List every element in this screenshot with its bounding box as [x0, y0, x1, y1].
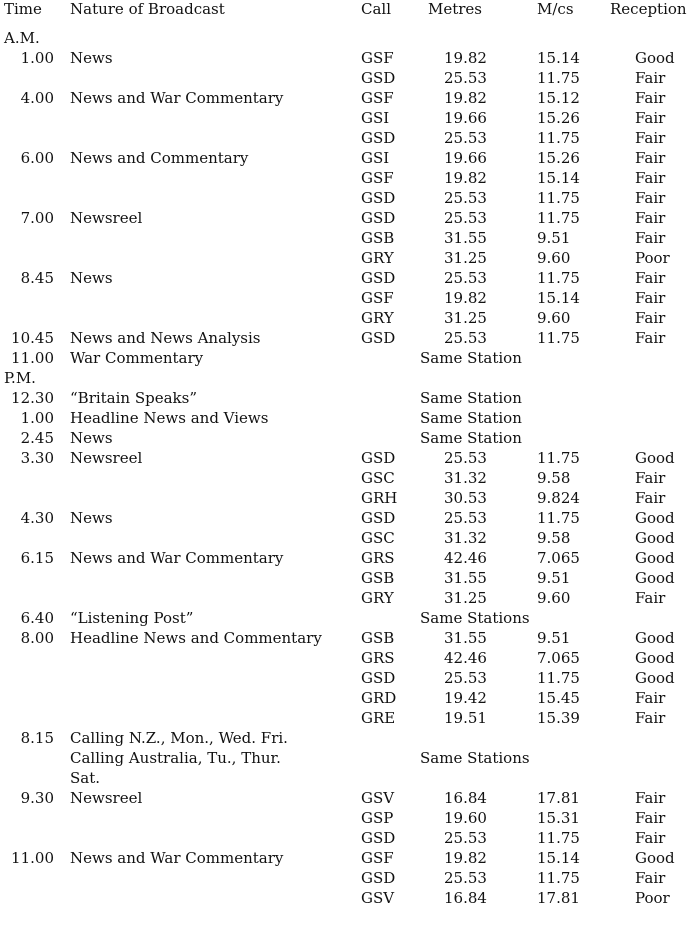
table-row: [0, 328, 700, 348]
metres-cell: 19.82: [444, 289, 487, 307]
mcs-cell: 9.51: [537, 229, 571, 247]
metres-cell: 19.82: [444, 849, 487, 867]
same-station-cell: Same Station: [420, 429, 522, 447]
table-row: [0, 568, 700, 588]
table-row: [0, 748, 700, 768]
call-sign-cell: GSD: [361, 189, 396, 207]
table-row: [0, 668, 700, 688]
mcs-cell: 9.60: [537, 589, 571, 607]
metres-cell: 25.53: [444, 129, 487, 147]
call-sign-cell: GSC: [361, 469, 395, 487]
nature-cell: News and News Analysis: [70, 329, 261, 347]
time-cell: 1.00: [20, 49, 54, 67]
reception-cell: Fair: [635, 309, 666, 327]
call-sign-cell: GSI: [361, 149, 390, 167]
reception-cell: Fair: [635, 109, 666, 127]
table-row: [0, 868, 700, 888]
reception-cell: Good: [635, 649, 675, 667]
call-sign-cell: GSD: [361, 509, 396, 527]
time-cell: 6.15: [20, 549, 54, 567]
table-row: [0, 268, 700, 288]
reception-cell: Good: [635, 569, 675, 587]
time-cell: 10.45: [11, 329, 54, 347]
call-sign-cell: GSF: [361, 49, 394, 67]
metres-cell: 25.53: [444, 269, 487, 287]
mcs-cell: 11.75: [537, 269, 580, 287]
reception-cell: Fair: [635, 589, 666, 607]
reception-cell: Fair: [635, 329, 666, 347]
metres-cell: 25.53: [444, 69, 487, 87]
reception-cell: Good: [635, 509, 675, 527]
call-sign-cell: GRH: [361, 489, 398, 507]
same-station-cell: Same Station: [420, 349, 522, 367]
call-sign-cell: GSD: [361, 669, 396, 687]
time-cell: 11.00: [11, 349, 54, 367]
time-cell: 9.30: [20, 789, 54, 807]
mcs-cell: 15.14: [537, 849, 580, 867]
reception-cell: Good: [635, 629, 675, 647]
table-row: [0, 428, 700, 448]
time-cell: 11.00: [11, 849, 54, 867]
table-row: [0, 28, 700, 48]
nature-cell: “Listening Post”: [70, 609, 194, 627]
mcs-cell: 9.51: [537, 629, 571, 647]
reception-cell: Poor: [635, 889, 670, 907]
mcs-cell: 9.60: [537, 249, 571, 267]
mcs-cell: 11.75: [537, 189, 580, 207]
nature-cell: Newsreel: [70, 789, 143, 807]
table-row: [0, 528, 700, 548]
reception-cell: Poor: [635, 249, 670, 267]
nature-cell: War Commentary: [70, 349, 204, 367]
call-sign-cell: GRY: [361, 249, 394, 267]
mcs-cell: 9.58: [537, 469, 571, 487]
metres-cell: 31.32: [444, 529, 487, 547]
table-row: [0, 228, 700, 248]
call-sign-cell: GRY: [361, 309, 394, 327]
mcs-cell: 17.81: [537, 889, 580, 907]
call-sign-cell: GSD: [361, 269, 396, 287]
table-row: [0, 388, 700, 408]
table-row: [0, 48, 700, 68]
mcs-cell: 15.26: [537, 109, 580, 127]
call-sign-cell: GSB: [361, 229, 395, 247]
reception-cell: Fair: [635, 829, 666, 847]
call-sign-cell: GRD: [361, 689, 397, 707]
table-row: [0, 148, 700, 168]
reception-cell: Fair: [635, 289, 666, 307]
nature-cell: Headline News and Commentary: [70, 629, 322, 647]
mcs-cell: 7.065: [537, 649, 580, 667]
call-sign-cell: GSV: [361, 889, 395, 907]
reception-cell: Fair: [635, 869, 666, 887]
call-sign-cell: GSV: [361, 789, 395, 807]
reception-cell: Good: [635, 549, 675, 567]
table-row: [0, 348, 700, 368]
call-sign-cell: GSD: [361, 69, 396, 87]
mcs-cell: 11.75: [537, 69, 580, 87]
reception-cell: Fair: [635, 809, 666, 827]
mcs-cell: 15.39: [537, 709, 580, 727]
call-sign-cell: GRE: [361, 709, 396, 727]
table-row: [0, 588, 700, 608]
mcs-cell: 15.14: [537, 169, 580, 187]
table-row: [0, 188, 700, 208]
time-cell: 1.00: [20, 409, 54, 427]
table-row: [0, 248, 700, 268]
table-row: [0, 888, 700, 908]
table-row: [0, 728, 700, 748]
time-cell: 12.30: [11, 389, 54, 407]
mcs-cell: 9.824: [537, 489, 580, 507]
reception-cell: Fair: [635, 469, 666, 487]
table-row: [0, 488, 700, 508]
table-row: [0, 508, 700, 528]
header-time: Time: [4, 0, 42, 18]
metres-cell: 25.53: [444, 829, 487, 847]
call-sign-cell: GRS: [361, 649, 395, 667]
call-sign-cell: GSD: [361, 329, 396, 347]
time-cell: 4.00: [20, 89, 54, 107]
nature-cell: Headline News and Views: [70, 409, 269, 427]
time-cell: 6.40: [20, 609, 54, 627]
table-row: [0, 828, 700, 848]
table-row: [0, 848, 700, 868]
time-cell: 4.30: [20, 509, 54, 527]
call-sign-cell: GSC: [361, 529, 395, 547]
call-sign-cell: GSF: [361, 849, 394, 867]
metres-cell: 25.53: [444, 509, 487, 527]
table-row: [0, 608, 700, 628]
nature-cell: News: [70, 269, 113, 287]
call-sign-cell: GSD: [361, 829, 396, 847]
table-row: [0, 708, 700, 728]
metres-cell: 19.42: [444, 689, 487, 707]
period-label: P.M.: [4, 369, 36, 387]
metres-cell: 16.84: [444, 889, 487, 907]
metres-cell: 16.84: [444, 789, 487, 807]
nature-cell: News and War Commentary: [70, 89, 284, 107]
mcs-cell: 9.60: [537, 309, 571, 327]
mcs-cell: 11.75: [537, 329, 580, 347]
mcs-cell: 15.26: [537, 149, 580, 167]
mcs-cell: 9.51: [537, 569, 571, 587]
metres-cell: 19.82: [444, 89, 487, 107]
header-mcs: M/cs: [537, 0, 574, 18]
reception-cell: Fair: [635, 169, 666, 187]
metres-cell: 42.46: [444, 549, 487, 567]
metres-cell: 19.66: [444, 149, 487, 167]
metres-cell: 31.25: [444, 309, 487, 327]
reception-cell: Fair: [635, 489, 666, 507]
call-sign-cell: GSI: [361, 109, 390, 127]
reception-cell: Good: [635, 449, 675, 467]
metres-cell: 25.53: [444, 449, 487, 467]
header-nature: Nature of Broadcast: [70, 0, 225, 18]
table-row: [0, 448, 700, 468]
table-row: [0, 208, 700, 228]
table-row: [0, 548, 700, 568]
mcs-cell: 11.75: [537, 869, 580, 887]
reception-cell: Fair: [635, 89, 666, 107]
nature-cell: Calling Australia, Tu., Thur.: [70, 749, 281, 767]
reception-cell: Good: [635, 849, 675, 867]
time-cell: 3.30: [20, 449, 54, 467]
metres-cell: 25.53: [444, 189, 487, 207]
table-row: [0, 808, 700, 828]
table-row: [0, 628, 700, 648]
nature-cell: Newsreel: [70, 209, 143, 227]
table-row: [0, 288, 700, 308]
table-row: [0, 168, 700, 188]
mcs-cell: 11.75: [537, 209, 580, 227]
header-reception: Reception: [610, 0, 687, 18]
period-label: A.M.: [4, 29, 40, 47]
table-row: [0, 688, 700, 708]
mcs-cell: 17.81: [537, 789, 580, 807]
call-sign-cell: GSD: [361, 449, 396, 467]
table-row: [0, 68, 700, 88]
reception-cell: Good: [635, 49, 675, 67]
table-row: [0, 88, 700, 108]
metres-cell: 31.55: [444, 229, 487, 247]
reception-cell: Fair: [635, 269, 666, 287]
nature-cell: Newsreel: [70, 449, 143, 467]
nature-cell: News and Commentary: [70, 149, 249, 167]
metres-cell: 19.66: [444, 109, 487, 127]
time-cell: 8.45: [20, 269, 54, 287]
call-sign-cell: GSD: [361, 209, 396, 227]
table-row: [0, 788, 700, 808]
reception-cell: Fair: [635, 129, 666, 147]
nature-cell: “Britain Speaks”: [70, 389, 198, 407]
mcs-cell: 15.31: [537, 809, 580, 827]
metres-cell: 31.55: [444, 569, 487, 587]
metres-cell: 31.25: [444, 249, 487, 267]
reception-cell: Good: [635, 669, 675, 687]
table-row: [0, 768, 700, 788]
table-row: [0, 648, 700, 668]
mcs-cell: 15.45: [537, 689, 580, 707]
time-cell: 8.15: [20, 729, 54, 747]
call-sign-cell: GSP: [361, 809, 394, 827]
reception-cell: Fair: [635, 149, 666, 167]
call-sign-cell: GSD: [361, 869, 396, 887]
mcs-cell: 15.14: [537, 289, 580, 307]
header-call: Call: [361, 0, 392, 18]
time-cell: 7.00: [20, 209, 54, 227]
table-row: [0, 408, 700, 428]
table-row: [0, 468, 700, 488]
call-sign-cell: GRY: [361, 589, 394, 607]
call-sign-cell: GSD: [361, 129, 396, 147]
time-cell: 2.45: [20, 429, 54, 447]
mcs-cell: 11.75: [537, 669, 580, 687]
nature-cell: News: [70, 429, 113, 447]
mcs-cell: 15.12: [537, 89, 580, 107]
reception-cell: Fair: [635, 229, 666, 247]
nature-cell: Calling N.Z., Mon., Wed. Fri.: [70, 729, 288, 747]
header-metres: Metres: [428, 0, 483, 18]
metres-cell: 25.53: [444, 669, 487, 687]
metres-cell: 19.60: [444, 809, 487, 827]
metres-cell: 30.53: [444, 489, 487, 507]
nature-cell: Sat.: [70, 769, 101, 787]
call-sign-cell: GSF: [361, 169, 394, 187]
metres-cell: 25.53: [444, 329, 487, 347]
mcs-cell: 11.75: [537, 129, 580, 147]
metres-cell: 19.82: [444, 49, 487, 67]
same-station-cell: Same Stations: [420, 749, 530, 767]
mcs-cell: 15.14: [537, 49, 580, 67]
call-sign-cell: GSF: [361, 289, 394, 307]
nature-cell: News: [70, 509, 113, 527]
table-row: [0, 128, 700, 148]
same-station-cell: Same Stations: [420, 609, 530, 627]
mcs-cell: 9.58: [537, 529, 571, 547]
mcs-cell: 11.75: [537, 509, 580, 527]
time-cell: 6.00: [20, 149, 54, 167]
metres-cell: 31.25: [444, 589, 487, 607]
call-sign-cell: GSF: [361, 89, 394, 107]
reception-cell: Fair: [635, 689, 666, 707]
reception-cell: Fair: [635, 189, 666, 207]
reception-cell: Good: [635, 529, 675, 547]
table-row: [0, 368, 700, 388]
mcs-cell: 11.75: [537, 449, 580, 467]
nature-cell: News and War Commentary: [70, 849, 284, 867]
reception-cell: Fair: [635, 789, 666, 807]
nature-cell: News and War Commentary: [70, 549, 284, 567]
call-sign-cell: GSB: [361, 629, 395, 647]
mcs-cell: 7.065: [537, 549, 580, 567]
metres-cell: 31.32: [444, 469, 487, 487]
metres-cell: 25.53: [444, 869, 487, 887]
call-sign-cell: GSB: [361, 569, 395, 587]
metres-cell: 25.53: [444, 209, 487, 227]
call-sign-cell: GRS: [361, 549, 395, 567]
same-station-cell: Same Station: [420, 389, 522, 407]
table-row: [0, 108, 700, 128]
reception-cell: Fair: [635, 209, 666, 227]
metres-cell: 19.51: [444, 709, 487, 727]
nature-cell: News: [70, 49, 113, 67]
metres-cell: 31.55: [444, 629, 487, 647]
time-cell: 8.00: [20, 629, 54, 647]
same-station-cell: Same Station: [420, 409, 522, 427]
table-row: [0, 308, 700, 328]
metres-cell: 42.46: [444, 649, 487, 667]
metres-cell: 19.82: [444, 169, 487, 187]
mcs-cell: 11.75: [537, 829, 580, 847]
reception-cell: Fair: [635, 69, 666, 87]
reception-cell: Fair: [635, 709, 666, 727]
